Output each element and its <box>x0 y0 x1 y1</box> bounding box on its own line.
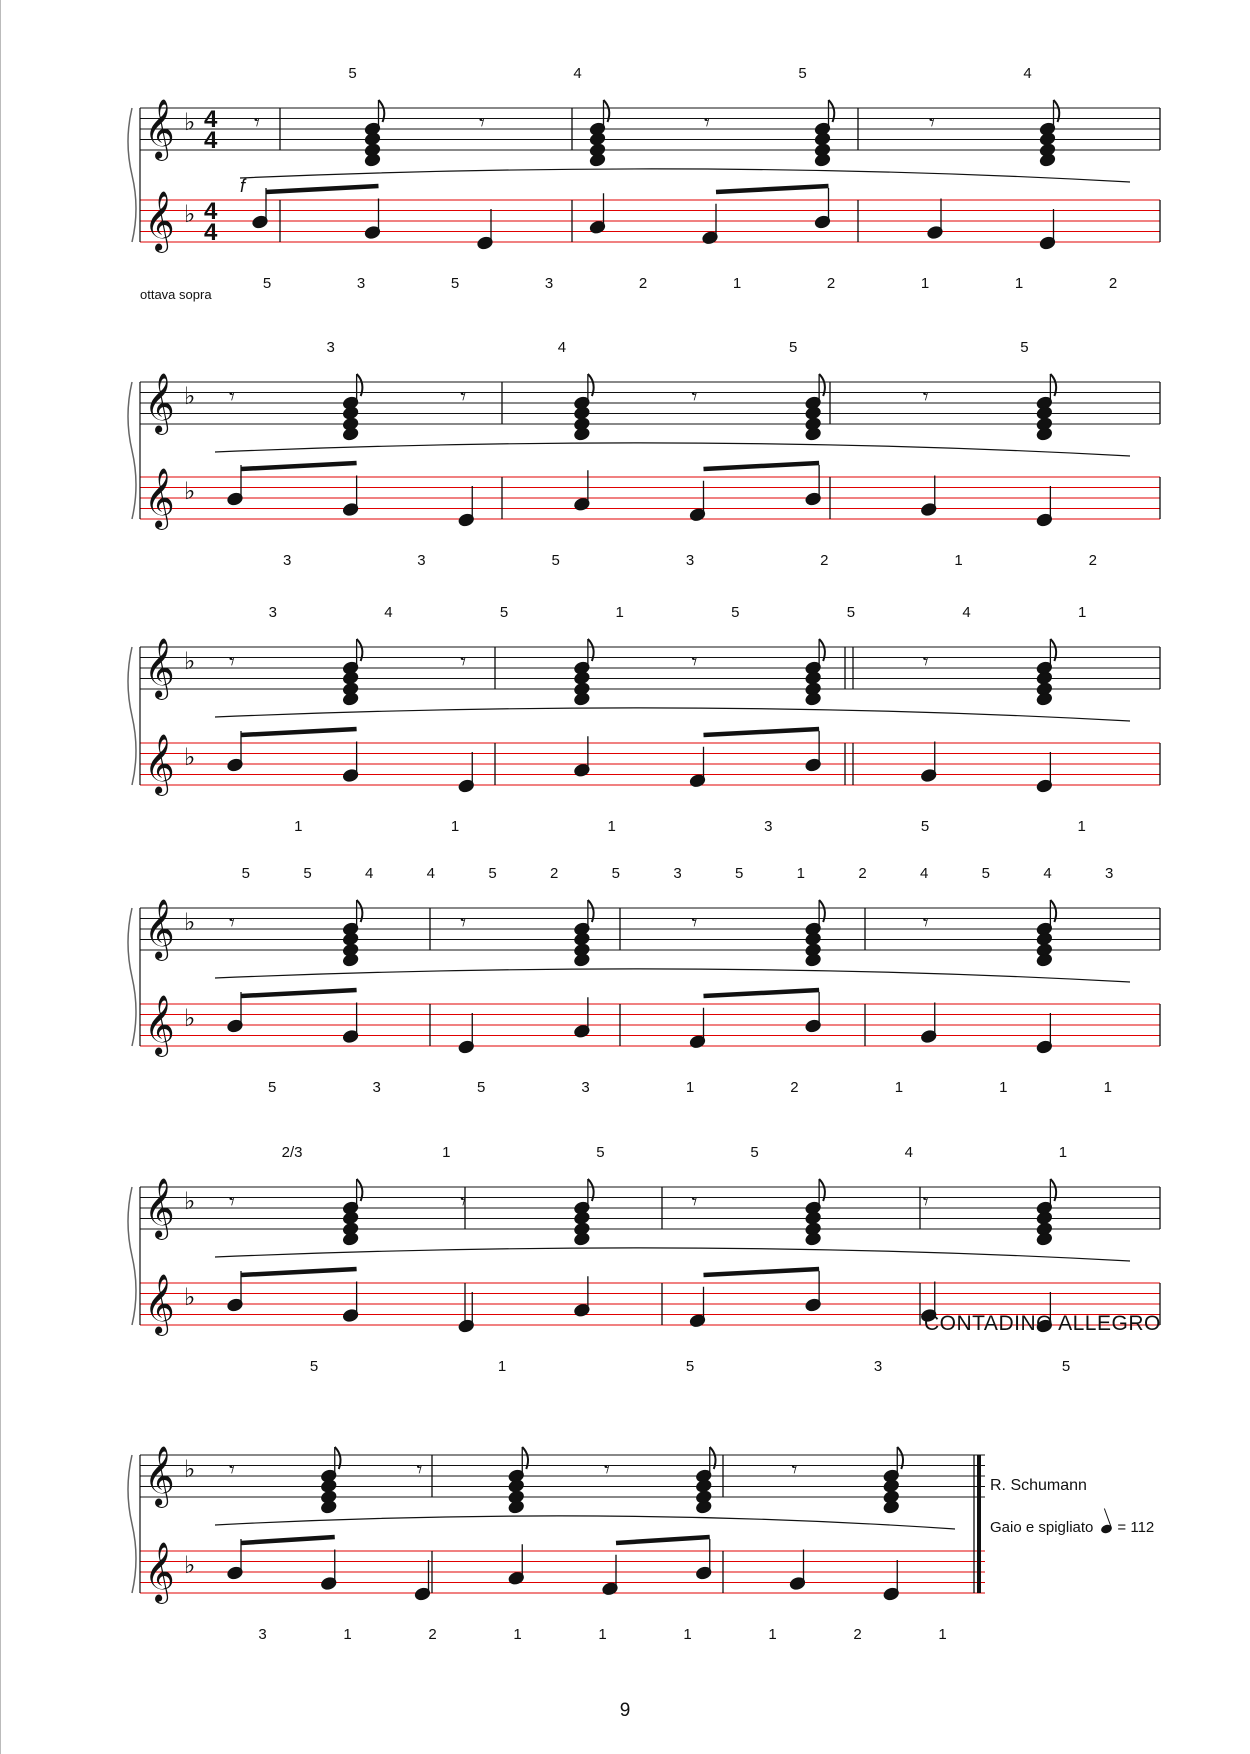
fingering-number-top: 3 <box>326 339 335 356</box>
fingering-number-bottom: 5 <box>920 818 930 835</box>
system-brace <box>128 647 136 785</box>
fingering-number-top: 1 <box>615 604 624 621</box>
chord-note <box>320 1500 337 1515</box>
system-3 <box>128 604 1160 835</box>
system-brace <box>128 1187 136 1325</box>
fingering-number-top: 5 <box>611 865 621 882</box>
fingering-number-bottom: 1 <box>1077 818 1086 835</box>
fingering-number-bottom: 2 <box>638 275 648 292</box>
eighth-rest-icon: 𝄾 <box>691 910 698 935</box>
treble-clef-icon: 𝄞 <box>144 1275 175 1333</box>
fingering-number-bottom: 1 <box>999 1079 1008 1096</box>
flat-key-signature-icon: ♭ <box>184 1284 196 1311</box>
eighth-rest-icon: 𝄾 <box>254 110 260 135</box>
fingering-number-top: 3 <box>673 865 682 882</box>
note-beam <box>241 1537 335 1543</box>
fingering-number-bottom: 3 <box>356 275 366 292</box>
dynamic-forte-mark: f <box>240 176 246 196</box>
fingering-number-bottom: 1 <box>497 1358 507 1375</box>
flat-key-signature-icon: ♭ <box>184 383 196 410</box>
system-brace <box>128 908 136 1046</box>
flat-key-signature-icon: ♭ <box>184 201 196 228</box>
fingering-number-bottom: 3 <box>764 818 773 835</box>
chord-note <box>814 153 831 168</box>
metronome-value: = 112 <box>1117 1519 1155 1536</box>
time-signature: 4 <box>204 198 218 225</box>
fingering-number-bottom: 1 <box>1014 275 1024 292</box>
chord-note <box>1036 427 1053 442</box>
fingering-number-bottom: 2 <box>826 275 836 292</box>
fingering-number-top: 4 <box>919 865 929 882</box>
fingering-number-bottom: 2 <box>853 1626 862 1643</box>
bass-staff-red <box>140 463 1160 569</box>
eighth-rest-icon: 𝄾 <box>922 384 929 409</box>
fingering-number-bottom: 1 <box>683 1626 692 1643</box>
treble-staff <box>140 604 1160 706</box>
system-brace <box>128 108 136 242</box>
fingering-number-bottom: 5 <box>1061 1358 1071 1375</box>
fingering-number-top: 2 <box>858 865 867 882</box>
note-beam <box>616 1537 710 1543</box>
fingering-number-top: 5 <box>499 604 509 621</box>
fingering-number-top: 5 <box>731 604 740 621</box>
flat-key-signature-icon: ♭ <box>184 478 196 505</box>
fingering-number-top: 4 <box>1023 65 1032 82</box>
phrase-slur <box>215 708 1130 721</box>
chord-note <box>805 1232 822 1247</box>
fingering-number-bottom: 1 <box>294 818 303 835</box>
fingering-number-bottom: 2 <box>428 1626 437 1643</box>
fingering-number-bottom: 5 <box>450 275 460 292</box>
piece-title: CONTADINO ALLEGRO <box>924 1312 1161 1335</box>
system-4 <box>128 865 1160 1096</box>
chord-note <box>589 153 606 168</box>
chord-note <box>573 1232 590 1247</box>
flat-key-signature-icon: ♭ <box>184 648 196 675</box>
fingering-number-top: 4 <box>557 339 567 356</box>
fingering-number-bottom: 2 <box>820 552 829 569</box>
chord-note <box>1036 1232 1053 1247</box>
chord-note <box>342 953 359 968</box>
fingering-number-top: 5 <box>303 865 312 882</box>
note-beam <box>241 729 357 735</box>
fingering-number-top: 5 <box>798 65 807 82</box>
treble-staff <box>140 1446 985 1514</box>
fingering-number-bottom: 1 <box>954 552 963 569</box>
fingering-number-top: 5 <box>348 65 357 82</box>
phrase-slur <box>240 169 1130 182</box>
fingering-number-bottom: 1 <box>1103 1079 1112 1096</box>
fingering-number-bottom: 1 <box>938 1626 947 1643</box>
time-signature: 4 <box>204 106 218 133</box>
treble-clef-icon: 𝄞 <box>144 1179 175 1237</box>
fingering-number-top: 5 <box>1020 339 1029 356</box>
eighth-rest-icon: 𝄾 <box>460 384 467 409</box>
fingering-number-bottom: 5 <box>685 1358 695 1375</box>
fingering-number-top: 4 <box>426 865 436 882</box>
treble-clef-icon: 𝄞 <box>144 192 175 250</box>
note-beam <box>716 186 829 192</box>
treble-clef-icon: 𝄞 <box>144 1447 175 1505</box>
phrase-slur <box>215 969 1130 982</box>
chord-note <box>883 1500 900 1515</box>
system-brace <box>128 382 136 519</box>
fingering-number-bottom: 3 <box>372 1079 381 1096</box>
fingering-number-top: 4 <box>384 604 393 621</box>
flat-key-signature-icon: ♭ <box>184 1188 196 1215</box>
fingering-number-top: 5 <box>734 865 744 882</box>
eighth-rest-icon: 𝄾 <box>479 110 485 135</box>
eighth-rest-icon: 𝄾 <box>229 1189 235 1214</box>
eighth-rest-icon: 𝄾 <box>416 1457 423 1482</box>
eighth-rest-icon: 𝄾 <box>229 1457 235 1482</box>
chord-note <box>573 427 590 442</box>
fingering-number-bottom: 5 <box>262 275 272 292</box>
fingering-number-top: 1 <box>1058 1144 1068 1161</box>
fingering-number-bottom: 1 <box>598 1626 607 1643</box>
fingering-number-top: 4 <box>364 865 374 882</box>
eighth-rest-icon: 𝄾 <box>922 910 929 935</box>
note-beam <box>241 463 357 469</box>
eighth-rest-icon: 𝄾 <box>929 110 935 135</box>
phrase-slur <box>215 1516 955 1529</box>
chord-note <box>342 427 359 442</box>
fingering-number-top: 5 <box>488 865 497 882</box>
note-beam <box>241 1269 357 1275</box>
fingering-number-bottom: 1 <box>343 1626 352 1643</box>
fingering-number-top: 5 <box>596 1144 605 1161</box>
eighth-rest-icon: 𝄾 <box>704 110 710 135</box>
eighth-rest-icon: 𝄾 <box>460 910 467 935</box>
time-signature: 4 <box>204 219 218 246</box>
quarter-note-icon <box>1100 1523 1113 1534</box>
system-5 <box>128 1144 1160 1375</box>
fingering-number-bottom: 1 <box>894 1079 904 1096</box>
eighth-rest-icon: 𝄾 <box>922 1189 929 1214</box>
fingering-number-top: 2/3 <box>281 1144 303 1161</box>
treble-clef-icon: 𝄞 <box>144 900 175 958</box>
fingering-number-bottom: 3 <box>873 1358 883 1375</box>
chord-note <box>805 427 822 442</box>
treble-clef-icon: 𝄞 <box>144 1543 175 1601</box>
fingering-number-bottom: 2 <box>790 1079 799 1096</box>
fingering-number-bottom: 5 <box>268 1079 277 1096</box>
fingering-number-bottom: 3 <box>581 1079 590 1096</box>
system-1 <box>128 65 1160 292</box>
fingering-number-top: 4 <box>1043 865 1052 882</box>
note-beam <box>704 729 820 735</box>
fingering-number-bottom: 5 <box>551 552 560 569</box>
eighth-rest-icon: 𝄾 <box>691 384 698 409</box>
chord-note <box>805 953 822 968</box>
fingering-number-top: 1 <box>442 1144 451 1161</box>
bass-staff-red <box>140 729 1160 835</box>
fingering-number-bottom: 3 <box>685 552 695 569</box>
eighth-rest-icon: 𝄾 <box>229 384 235 409</box>
bass-staff-red <box>140 186 1160 292</box>
fingering-number-top: 1 <box>1078 604 1087 621</box>
fingering-number-bottom: 2 <box>1088 552 1098 569</box>
fingering-number-bottom: 3 <box>282 552 292 569</box>
treble-clef-icon: 𝄞 <box>144 996 175 1054</box>
chord-note <box>1036 953 1053 968</box>
bass-staff-red <box>140 990 1160 1096</box>
fingering-number-top: 4 <box>962 604 971 621</box>
fingering-number-bottom: 1 <box>513 1626 522 1643</box>
ottava-sopra-label: ottava sopra <box>140 287 212 302</box>
note-beam <box>241 990 357 996</box>
fingering-number-bottom: 1 <box>685 1079 695 1096</box>
flat-key-signature-icon: ♭ <box>184 1456 196 1483</box>
eighth-rest-icon: 𝄾 <box>791 1457 798 1482</box>
treble-staff <box>140 339 1160 441</box>
note-beam <box>704 990 820 996</box>
note-beam <box>704 1269 820 1275</box>
treble-clef-icon: 𝄞 <box>144 374 175 432</box>
phrase-slur <box>215 443 1130 456</box>
eighth-rest-icon: 𝄾 <box>460 649 467 674</box>
chord-note <box>573 953 590 968</box>
tempo-marking <box>990 1519 1154 1536</box>
treble-clef-icon: 𝄞 <box>144 100 175 158</box>
fingering-number-bottom: 5 <box>309 1358 319 1375</box>
bass-staff-red <box>140 1537 985 1643</box>
flat-key-signature-icon: ♭ <box>184 909 196 936</box>
fingering-number-top: 1 <box>796 865 806 882</box>
eighth-rest-icon: 𝄾 <box>229 649 235 674</box>
fingering-number-bottom: 2 <box>1108 275 1118 292</box>
fingering-number-bottom: 5 <box>476 1079 486 1096</box>
fingering-number-top: 4 <box>573 65 582 82</box>
eighth-rest-icon: 𝄾 <box>604 1457 610 1482</box>
tempo-text: Gaio e spigliato <box>990 1519 1094 1536</box>
chord-note <box>805 692 822 707</box>
chord-note <box>342 692 359 707</box>
system-2 <box>128 339 1160 569</box>
eighth-rest-icon: 𝄾 <box>922 649 929 674</box>
time-signature: 4 <box>204 127 218 154</box>
treble-clef-icon: 𝄞 <box>144 639 175 697</box>
fingering-number-top: 5 <box>750 1144 759 1161</box>
system-6 <box>128 1446 985 1643</box>
fingering-number-bottom: 1 <box>920 275 930 292</box>
eighth-rest-icon: 𝄾 <box>460 1189 467 1214</box>
fingering-number-bottom: 1 <box>732 275 742 292</box>
note-beam <box>266 186 379 192</box>
chord-note <box>573 692 590 707</box>
fingering-number-top: 5 <box>241 865 251 882</box>
phrase-slur <box>215 1248 1130 1261</box>
fingering-number-bottom: 1 <box>607 818 616 835</box>
fingering-number-top: 3 <box>1104 865 1114 882</box>
fingering-number-top: 5 <box>846 604 856 621</box>
treble-clef-icon: 𝄞 <box>144 469 175 527</box>
fingering-number-top: 2 <box>549 865 559 882</box>
chord-note <box>1039 153 1056 168</box>
chord-note <box>342 1232 359 1247</box>
treble-staff <box>140 865 1160 967</box>
chord-note <box>508 1500 525 1515</box>
composer-name: R. Schumann <box>990 1477 1087 1494</box>
fingering-number-bottom: 1 <box>450 818 460 835</box>
flat-key-signature-icon: ♭ <box>184 744 196 771</box>
fingering-number-bottom: 3 <box>544 275 554 292</box>
chord-note <box>1036 692 1053 707</box>
fingering-number-top: 5 <box>788 339 798 356</box>
fingering-number-top: 3 <box>268 604 277 621</box>
flat-key-signature-icon: ♭ <box>184 109 196 136</box>
fingering-number-bottom: 3 <box>258 1626 267 1643</box>
system-brace <box>128 1455 136 1593</box>
fingering-number-bottom: 3 <box>417 552 426 569</box>
eighth-rest-icon: 𝄾 <box>229 910 235 935</box>
note-beam <box>704 463 820 469</box>
treble-clef-icon: 𝄞 <box>144 735 175 793</box>
flat-key-signature-icon: ♭ <box>184 1005 196 1032</box>
page-number: 9 <box>619 1700 631 1721</box>
treble-staff <box>140 65 1160 167</box>
chord-note <box>695 1500 712 1515</box>
eighth-rest-icon: 𝄾 <box>691 649 698 674</box>
fingering-number-top: 4 <box>904 1144 913 1161</box>
fingering-number-top: 5 <box>981 865 991 882</box>
chord-note <box>364 153 381 168</box>
flat-key-signature-icon: ♭ <box>184 1552 196 1579</box>
eighth-rest-icon: 𝄾 <box>691 1189 698 1214</box>
fingering-number-bottom: 1 <box>768 1626 777 1643</box>
treble-staff <box>140 1144 1160 1246</box>
